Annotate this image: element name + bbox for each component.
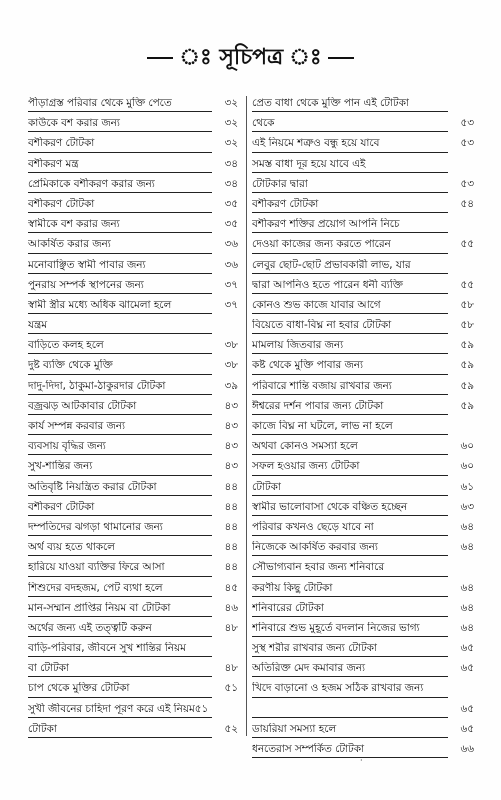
- entry-underline: [28, 616, 212, 617]
- entry-underline: [28, 131, 212, 132]
- entry-page-number: ৩২: [224, 137, 238, 150]
- entry-underline: [28, 475, 212, 476]
- entry-page-number: ৪৮: [224, 662, 238, 675]
- entry-underline: [252, 253, 448, 254]
- entry-underline: [28, 737, 212, 738]
- entry-page-number: ৪৩: [224, 440, 238, 453]
- contents-entry: [252, 661, 474, 681]
- entry-underline: [28, 152, 212, 153]
- entry-page-number: ৫৩: [460, 117, 474, 130]
- entry-page-number: ৫২: [224, 722, 238, 735]
- entry-page-number: ৬৪: [460, 601, 474, 614]
- contents-entry: [252, 560, 474, 580]
- entry-underline: [28, 535, 212, 536]
- entry-page-number: ৪৬: [224, 601, 238, 614]
- entry-page-number: ৬৪: [460, 581, 474, 594]
- entry-underline: [252, 394, 448, 395]
- entry-title: দাদু-দিদা, ঠাকুমা-ঠাকুরদার টোটকা: [28, 379, 166, 392]
- entry-underline: [28, 555, 212, 556]
- entry-page-number: ৩৪: [224, 157, 238, 170]
- entry-title: ডায়রিয়া সমস্যা হলে: [252, 722, 337, 735]
- entry-underline: [252, 152, 448, 153]
- entry-title: সমস্ত বাধা দূর হয়ে যাবে এই: [252, 157, 366, 170]
- entry-underline: [28, 414, 212, 415]
- entry-page-number: ৫৫: [460, 278, 474, 291]
- entry-title: করণীয় কিছু টোটকা: [252, 581, 333, 594]
- entry-title: অর্থ ব্যয় হতে থাকলে: [28, 541, 115, 554]
- heading-left-decor: ঃ: [179, 45, 212, 70]
- contents-left-column: [28, 96, 238, 742]
- page-title: সূচিপত্র: [219, 45, 284, 70]
- entry-underline: [252, 111, 448, 112]
- entry-underline: [28, 374, 212, 375]
- entry-title: সুখী জীবনের চাহিদা পূরণ করে এই নিয়ম৫১: [28, 702, 209, 715]
- entry-underline: [252, 515, 448, 516]
- entry-page-number: ৫১: [224, 682, 238, 695]
- entry-title: পরিবার কখনও ছেড়ে যাবে না: [252, 520, 374, 533]
- entry-page-number: ৪৩: [224, 420, 238, 432]
- entry-underline: [28, 293, 212, 294]
- entry-title: দুষ্ট ব্যক্তি থেকে মুক্তি: [28, 359, 113, 372]
- column-divider: [246, 96, 247, 736]
- entry-title: বশীকরণ টোটকা: [28, 197, 95, 210]
- entry-title: লেবুর ছোট-ছোট প্রভাবকারী লাভ, যার: [252, 258, 411, 271]
- contents-entry: [28, 96, 238, 116]
- entry-page-number: ৩৫: [224, 218, 238, 231]
- entry-title: শিশুদের বদহজম, পেট ব্যথা হলে: [28, 581, 163, 594]
- entry-page-number: ৬০: [460, 460, 474, 473]
- contents-entry: [28, 540, 238, 560]
- entry-title: বশীকরণ টোটকা: [28, 500, 95, 513]
- entry-title: সুস্থ শরীর রাখবার জন্য টোটকা: [252, 642, 377, 655]
- entry-title: পুনরায় সম্পর্ক স্থাপনের জন্য: [28, 278, 144, 291]
- entry-page-number: ৬৫: [460, 662, 474, 675]
- contents-entry: [28, 298, 238, 318]
- entry-title: কাউকে বশ করার জন্য: [28, 117, 120, 130]
- entry-title: টোটকা: [28, 722, 57, 735]
- contents-entry: [28, 681, 238, 701]
- entry-title: থেকে: [252, 117, 275, 130]
- entry-page-number: ৫৩: [460, 137, 474, 150]
- entry-title: বাড়িতে কলহ হলে: [28, 339, 104, 352]
- contents-entry: [252, 520, 474, 540]
- entry-title: বশীকরণ মন্ত্র: [28, 157, 79, 170]
- contents-right-column: [252, 96, 474, 762]
- contents-entry: [252, 338, 474, 358]
- entry-page-number: ৪৪: [224, 480, 238, 493]
- contents-entry: [28, 661, 238, 681]
- contents-entry: [252, 96, 474, 116]
- contents-entry: [28, 157, 238, 177]
- entry-page-number: ৩৫: [224, 197, 238, 210]
- entry-page-number: ৩৮: [224, 359, 238, 372]
- contents-entry: [28, 379, 238, 399]
- contents-entry: [252, 278, 474, 298]
- entry-page-number: ৩২: [224, 97, 238, 109]
- entry-page-number: ৫৯: [460, 359, 474, 372]
- contents-entry: [252, 157, 474, 177]
- entry-page-number: ৫৮: [460, 319, 474, 332]
- contents-entry: [252, 197, 474, 217]
- entry-underline: [252, 172, 448, 173]
- entry-title: সুখ-শান্তির জন্য: [28, 460, 93, 473]
- contents-entry: [252, 237, 474, 257]
- entry-underline: [252, 131, 448, 132]
- entry-page-number: ৫৪: [460, 197, 474, 210]
- entry-title: কোনও শুভ কাজে যাবার আগে: [252, 298, 381, 311]
- entry-title: চাপ থেকে মুক্তির টোটকা: [28, 682, 130, 695]
- contents-entry: [28, 399, 238, 419]
- entry-underline: [252, 737, 448, 738]
- contents-entry: [252, 419, 474, 439]
- entry-title: বশীকরণ টোটকা: [28, 137, 95, 150]
- contents-entry: [28, 702, 238, 722]
- contents-entry: [28, 278, 238, 298]
- contents-entry: [252, 480, 474, 500]
- entry-title: পরিবারে শান্তি বজায় রাখবার জন্য: [252, 379, 392, 392]
- contents-entry: [252, 702, 474, 722]
- entry-title: প্রেত বাধা থেকে মুক্তি পান এই টোটকা: [252, 97, 409, 109]
- entry-page-number: ৪৮: [224, 621, 238, 634]
- entry-page-number: ৩৪: [224, 177, 238, 190]
- entry-title: অতিরিক্ত মেদ কমাবার জন্য: [252, 662, 365, 675]
- entry-page-number: ৫৯: [460, 379, 474, 392]
- entry-page-number: ৫৯: [460, 399, 474, 412]
- entry-title: ঈশ্বরের দর্শন পাবার জন্য টোটকা: [252, 399, 384, 412]
- contents-heading: [0, 40, 501, 77]
- entry-page-number: ৪৪: [224, 541, 238, 554]
- entry-title: মামলায় জিতবার জন্য: [252, 339, 344, 352]
- contents-entry: [252, 116, 474, 136]
- entry-underline: [252, 616, 448, 617]
- contents-entry: [28, 520, 238, 540]
- heading-right-rule: [328, 57, 354, 59]
- entry-underline: [252, 454, 448, 455]
- contents-entry: [252, 439, 474, 459]
- entry-page-number: ৪৪: [224, 520, 238, 533]
- entry-page-number: ৪৫: [224, 581, 238, 594]
- contents-entry: [252, 681, 474, 701]
- contents-entry: [252, 621, 474, 641]
- contents-entry: [252, 379, 474, 399]
- entry-title: ব্যবসায় বৃদ্ধির জন্য: [28, 440, 106, 453]
- contents-entry: [28, 500, 238, 520]
- contents-entry: [252, 581, 474, 601]
- entry-page-number: ৫৯: [460, 339, 474, 352]
- entry-underline: [28, 454, 212, 455]
- entry-underline: [252, 353, 448, 354]
- contents-entry: [28, 136, 238, 156]
- entry-title: বিয়েতে বাধা-বিঘ্ন না হবার টোটকা: [252, 319, 392, 332]
- entry-title: ধনতেরাস সম্পর্কিত টোটকা: [252, 743, 364, 755]
- entry-title: মনোবাঞ্ছিত স্বামী পাবার জন্য: [28, 258, 146, 271]
- entry-page-number: ৫৫: [460, 238, 474, 251]
- entry-title: সফল হওয়ার জন্য টোটকা: [252, 460, 360, 473]
- contents-entry: [28, 338, 238, 358]
- contents-entry: [28, 560, 238, 580]
- entry-underline: [252, 232, 448, 233]
- contents-entry: [28, 237, 238, 257]
- contents-entry: [28, 217, 238, 237]
- entry-title: দ্বারা আপনিও হতে পারেন ধনী ব্যক্তি: [252, 278, 403, 291]
- contents-entry: [28, 177, 238, 197]
- footer-mark: ·: [360, 756, 363, 765]
- entry-title: কার্য সম্পন্ন করবার জন্য: [28, 420, 126, 432]
- entry-underline: [28, 313, 212, 314]
- entry-page-number: ৪৪: [224, 500, 238, 513]
- entry-title: অথবা কোনও সমস্যা হলে: [252, 440, 358, 453]
- contents-entry: [28, 459, 238, 479]
- entry-underline: [28, 576, 212, 577]
- contents-entry: [252, 258, 474, 278]
- entry-underline: [28, 717, 212, 718]
- entry-title: বাড়ি-পরিবার, জীবনে সুখ শান্তির নিয়ম: [28, 642, 186, 655]
- entry-underline: [252, 333, 448, 334]
- entry-page-number: ৩৬: [224, 238, 238, 251]
- contents-entry: [28, 601, 238, 621]
- entry-underline: [252, 676, 448, 677]
- entry-page-number: ৬০: [460, 440, 474, 453]
- contents-entry: [28, 722, 238, 742]
- entry-underline: [252, 636, 448, 637]
- entry-underline: [28, 656, 212, 657]
- entry-underline: [252, 212, 448, 213]
- entry-title: কাজে বিঘ্ন না ঘটলে, লাভ না হলে: [252, 420, 393, 432]
- entry-page-number: ৪৪: [224, 561, 238, 574]
- entry-underline: [252, 313, 448, 314]
- contents-entry: [252, 298, 474, 318]
- entry-title: খিদে বাড়ানো ও হজম সঠিক রাখবার জন্য: [252, 682, 424, 695]
- contents-entry: [252, 722, 474, 742]
- entry-underline: [28, 515, 212, 516]
- entry-underline: [28, 253, 212, 254]
- entry-underline: [28, 192, 212, 193]
- entry-page-number: ৪৩: [224, 399, 238, 412]
- entry-title: বশীকরণ টোটকা: [252, 197, 319, 210]
- entry-page-number: ৬১: [460, 480, 474, 493]
- contents-entry: [252, 136, 474, 156]
- contents-entry: [252, 641, 474, 661]
- entry-underline: [28, 212, 212, 213]
- contents-entry: [252, 217, 474, 237]
- heading-left-rule: [147, 57, 173, 59]
- entry-page-number: ৫৩: [460, 177, 474, 190]
- entry-page-number: ৩২: [224, 117, 238, 130]
- entry-title: দেওয়া কাজের জন্য করতে পারেন: [252, 238, 391, 251]
- entry-underline: [252, 535, 448, 536]
- entry-title: সৌভাগ্যবান হবার জন্য শনিবারে: [252, 561, 385, 574]
- entry-page-number: ৪৩: [224, 460, 238, 473]
- entry-underline: [28, 232, 212, 233]
- entry-page-number: ৬৬: [460, 743, 474, 755]
- entry-underline: [28, 333, 212, 334]
- entry-page-number: ৩৮: [224, 339, 238, 352]
- entry-title: যন্ত্রম: [28, 319, 47, 332]
- entry-underline: [252, 757, 448, 758]
- contents-entry: [28, 197, 238, 217]
- entry-title: টোটকার দ্বারা: [252, 177, 308, 190]
- entry-title: এই নিয়মে শত্রুও বন্ধু হয়ে যাবে: [252, 137, 380, 150]
- entry-underline: [28, 697, 212, 698]
- entry-title: মান-সম্মান প্রাপ্তির নিয়ম বা টোটকা: [28, 601, 171, 614]
- entry-underline: [252, 656, 448, 657]
- entry-page-number: ৬৩: [460, 500, 474, 513]
- contents-entry: [28, 641, 238, 661]
- entry-underline: [28, 495, 212, 496]
- contents-entry: [28, 621, 238, 641]
- entry-title: অর্থের জন্য এই তত্ত্বটি করুন: [28, 621, 152, 634]
- contents-entry: [28, 358, 238, 378]
- entry-page-number: ৬৪: [460, 520, 474, 533]
- entry-underline: [252, 293, 448, 294]
- entry-title: স্বামীর ভালোবাসা থেকে বঞ্চিত হচ্ছেন: [252, 500, 408, 513]
- entry-title: স্বামীকে বশ করার জন্য: [28, 218, 120, 231]
- entry-page-number: ৬৪: [460, 621, 474, 634]
- contents-entry: [28, 581, 238, 601]
- entry-underline: [28, 596, 212, 597]
- entry-page-number: ৬৪: [460, 541, 474, 554]
- contents-entry: [252, 540, 474, 560]
- entry-underline: [28, 273, 212, 274]
- entry-title: টোটকা: [252, 480, 281, 493]
- contents-entry: [252, 177, 474, 197]
- contents-entry: [252, 399, 474, 419]
- entry-underline: [28, 434, 212, 435]
- entry-page-number: ৩৭: [224, 278, 238, 291]
- entry-underline: [252, 596, 448, 597]
- entry-title: শনিবারের টোটকা: [252, 601, 324, 614]
- entry-underline: [28, 172, 212, 173]
- contents-entry: [28, 439, 238, 459]
- entry-underline: [252, 273, 448, 274]
- contents-entry: [28, 116, 238, 136]
- entry-underline: [28, 676, 212, 677]
- entry-underline: [28, 111, 212, 112]
- contents-entry: [252, 742, 474, 762]
- contents-entry: [252, 601, 474, 621]
- entry-page-number: ৩৬: [224, 258, 238, 271]
- entry-title: নিজেকে আকর্ষিত করবার জন্য: [252, 541, 378, 554]
- entry-page-number: ৫৮: [460, 298, 474, 311]
- entry-page-number: ৩৯: [224, 379, 238, 392]
- entry-title: শনিবারে শুভ মুহূর্তে বদলান নিজের ভাগ্য: [252, 621, 420, 634]
- entry-underline: [252, 495, 448, 496]
- contents-entry: [252, 459, 474, 479]
- contents-entry: [28, 258, 238, 278]
- entry-underline: [252, 414, 448, 415]
- entry-underline: [28, 636, 212, 637]
- entry-underline: [252, 717, 448, 718]
- entry-page-number: ৩৭: [224, 298, 238, 311]
- contents-entry: [28, 480, 238, 500]
- entry-page-number: ৬৫: [460, 702, 474, 715]
- entry-underline: [252, 475, 448, 476]
- entry-page-number: ৬৫: [460, 722, 474, 735]
- contents-entry: [252, 500, 474, 520]
- entry-title: দম্পতিদের ঝগড়া থামানোর জন্য: [28, 520, 163, 533]
- entry-title: বা টোটকা: [28, 662, 69, 675]
- entry-underline: [252, 434, 448, 435]
- entry-title: বশীকরণ শক্তির প্রয়োগ আপনি নিচে: [252, 218, 400, 231]
- entry-title: পীড়াগ্রস্ত পরিবার থেকে মুক্তি পেতে: [28, 97, 172, 109]
- entry-page-number: ৬৫: [460, 642, 474, 655]
- entry-title: আকর্ষিত করার জন্য: [28, 238, 111, 251]
- entry-underline: [252, 697, 448, 698]
- entry-title: প্রেমিকাকে বশীকরণ করার জন্য: [28, 177, 155, 190]
- entry-title: স্বামী স্ত্রীর মধ্যে অধিক ঝামেলা হলে: [28, 298, 172, 311]
- entry-underline: [252, 576, 448, 577]
- contents-entry: [28, 419, 238, 439]
- entry-title: হারিয়ে যাওয়া ব্যক্তির ফিরে আসা: [28, 561, 165, 574]
- entry-underline: [252, 555, 448, 556]
- entry-underline: [28, 353, 212, 354]
- entry-title: অতিবৃষ্টি নিয়ন্ত্রিত করার টোটকা: [28, 480, 157, 493]
- entry-underline: [252, 192, 448, 193]
- contents-entry: [252, 358, 474, 378]
- contents-entry: [252, 318, 474, 338]
- entry-underline: [252, 374, 448, 375]
- entry-title: কষ্ট থেকে মুক্তি পাবার জন্য: [252, 359, 364, 372]
- contents-entry: [28, 318, 238, 338]
- entry-title: বজ্রঝড় আটকাবার টোটকা: [28, 399, 137, 412]
- entry-underline: [28, 394, 212, 395]
